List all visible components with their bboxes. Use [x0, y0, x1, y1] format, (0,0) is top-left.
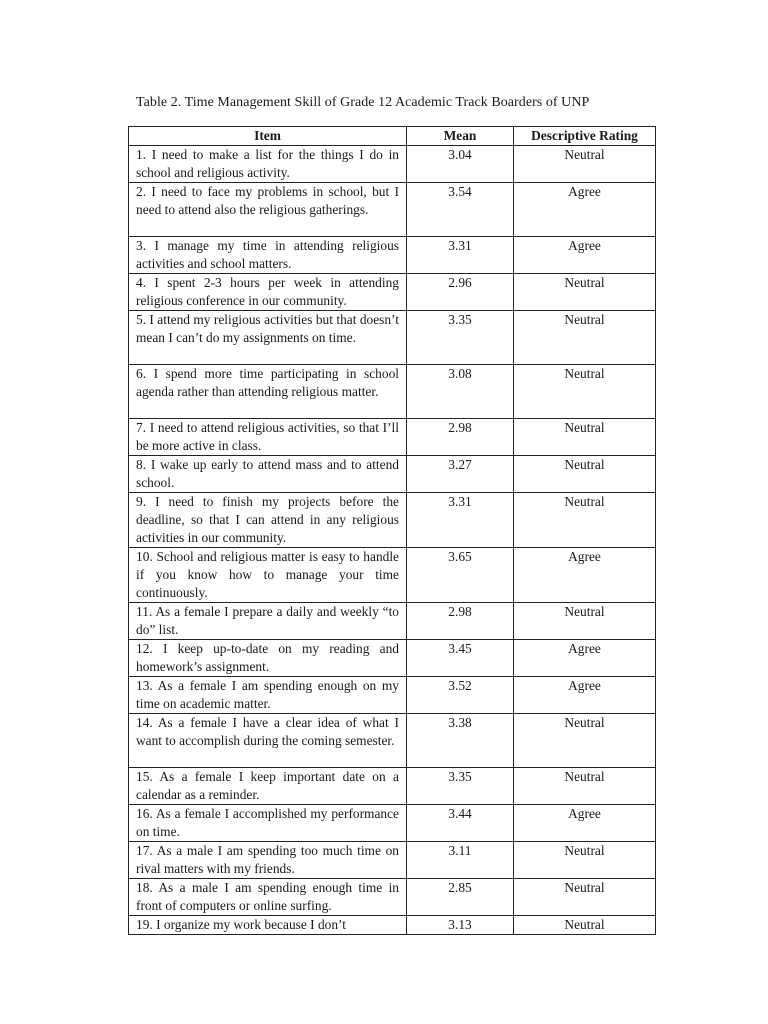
header-item: Item — [129, 127, 407, 146]
item-cell: 8. I wake up early to attend mass and to attend school. — [129, 456, 407, 493]
rating-cell: Neutral — [514, 603, 656, 640]
table-caption: Table 2. Time Management Skill of Grade 12 Academic Track Boarders of UNP — [136, 95, 590, 110]
rating-cell: Neutral — [514, 456, 656, 493]
mean-cell: 3.35 — [407, 768, 514, 805]
table-row — [129, 237, 656, 274]
mean-cell: 3.35 — [407, 311, 514, 365]
mean-cell: 3.44 — [407, 805, 514, 842]
table-row — [129, 640, 656, 677]
table-row — [129, 365, 656, 419]
item-cell: 12. I keep up-to-date on my reading and homework’s assignment. — [129, 640, 407, 677]
table-row — [129, 548, 656, 603]
item-cell: 1. I need to make a list for the things I do in school and religious activity. — [129, 146, 407, 183]
rating-cell: Neutral — [514, 493, 656, 548]
mean-cell: 2.96 — [407, 274, 514, 311]
item-cell: 15. As a female I keep important date on a calendar as a reminder. — [129, 768, 407, 805]
table-row — [129, 879, 656, 916]
mean-cell: 3.31 — [407, 493, 514, 548]
rating-cell: Neutral — [514, 311, 656, 365]
item-cell: 19. I organize my work because I don’t — [129, 916, 407, 935]
mean-cell: 2.85 — [407, 879, 514, 916]
table-row — [129, 456, 656, 493]
rating-cell: Agree — [514, 237, 656, 274]
table-row — [129, 311, 656, 365]
rating-cell: Neutral — [514, 419, 656, 456]
mean-cell: 3.54 — [407, 183, 514, 237]
data-table — [128, 126, 656, 935]
item-cell: 18. As a male I am spending enough time in front of computers or online surfing. — [129, 879, 407, 916]
item-cell: 3. I manage my time in attending religious activities and school matters. — [129, 237, 407, 274]
item-cell: 5. I attend my religious activities but that doesn’t mean I can’t do my assignments on time. — [129, 311, 407, 365]
table-row — [129, 603, 656, 640]
rating-cell: Agree — [514, 805, 656, 842]
table-row — [129, 493, 656, 548]
mean-cell: 3.38 — [407, 714, 514, 768]
table-row — [129, 274, 656, 311]
table-row — [129, 916, 656, 935]
mean-cell: 3.31 — [407, 237, 514, 274]
header-mean: Mean — [407, 127, 514, 146]
header-rating: Descriptive Rating — [514, 127, 656, 146]
rating-cell: Neutral — [514, 274, 656, 311]
rating-cell: Agree — [514, 640, 656, 677]
mean-cell: 3.27 — [407, 456, 514, 493]
rating-cell: Neutral — [514, 916, 656, 935]
item-cell: 9. I need to finish my projects before the deadline, so that I can attend in any religious activities in our community. — [129, 493, 407, 548]
item-cell: 7. I need to attend religious activities, so that I’ll be more active in class. — [129, 419, 407, 456]
rating-cell: Agree — [514, 548, 656, 603]
table-row — [129, 714, 656, 768]
item-cell: 16. As a female I accomplished my performance on time. — [129, 805, 407, 842]
item-cell: 17. As a male I am spending too much time on rival matters with my friends. — [129, 842, 407, 879]
item-cell: 10. School and religious matter is easy to handle if you know how to manage your time continuously. — [129, 548, 407, 603]
item-cell: 4. I spent 2-3 hours per week in attending religious conference in our community. — [129, 274, 407, 311]
table-row — [129, 146, 656, 183]
rating-cell: Neutral — [514, 365, 656, 419]
mean-cell: 3.13 — [407, 916, 514, 935]
mean-cell: 3.45 — [407, 640, 514, 677]
mean-cell: 3.65 — [407, 548, 514, 603]
table-row — [129, 677, 656, 714]
rating-cell: Neutral — [514, 146, 656, 183]
table-row — [129, 419, 656, 456]
item-cell: 11. As a female I prepare a daily and weekly “to do” list. — [129, 603, 407, 640]
item-cell: 6. I spend more time participating in school agenda rather than attending religious matter. — [129, 365, 407, 419]
table-row — [129, 768, 656, 805]
rating-cell: Neutral — [514, 842, 656, 879]
header-row — [129, 127, 656, 146]
table-body — [129, 146, 656, 935]
rating-cell: Neutral — [514, 714, 656, 768]
rating-cell: Agree — [514, 183, 656, 237]
rating-cell: Neutral — [514, 768, 656, 805]
mean-cell: 2.98 — [407, 419, 514, 456]
rating-cell: Agree — [514, 677, 656, 714]
table-row — [129, 842, 656, 879]
mean-cell: 2.98 — [407, 603, 514, 640]
table-row — [129, 183, 656, 237]
rating-cell: Neutral — [514, 879, 656, 916]
mean-cell: 3.11 — [407, 842, 514, 879]
table-row — [129, 805, 656, 842]
item-cell: 13. As a female I am spending enough on my time on academic matter. — [129, 677, 407, 714]
mean-cell: 3.52 — [407, 677, 514, 714]
item-cell: 14. As a female I have a clear idea of what I want to accomplish during the coming semester. — [129, 714, 407, 768]
item-cell: 2. I need to face my problems in school, but I need to attend also the religious gatherings. — [129, 183, 407, 237]
mean-cell: 3.08 — [407, 365, 514, 419]
mean-cell: 3.04 — [407, 146, 514, 183]
